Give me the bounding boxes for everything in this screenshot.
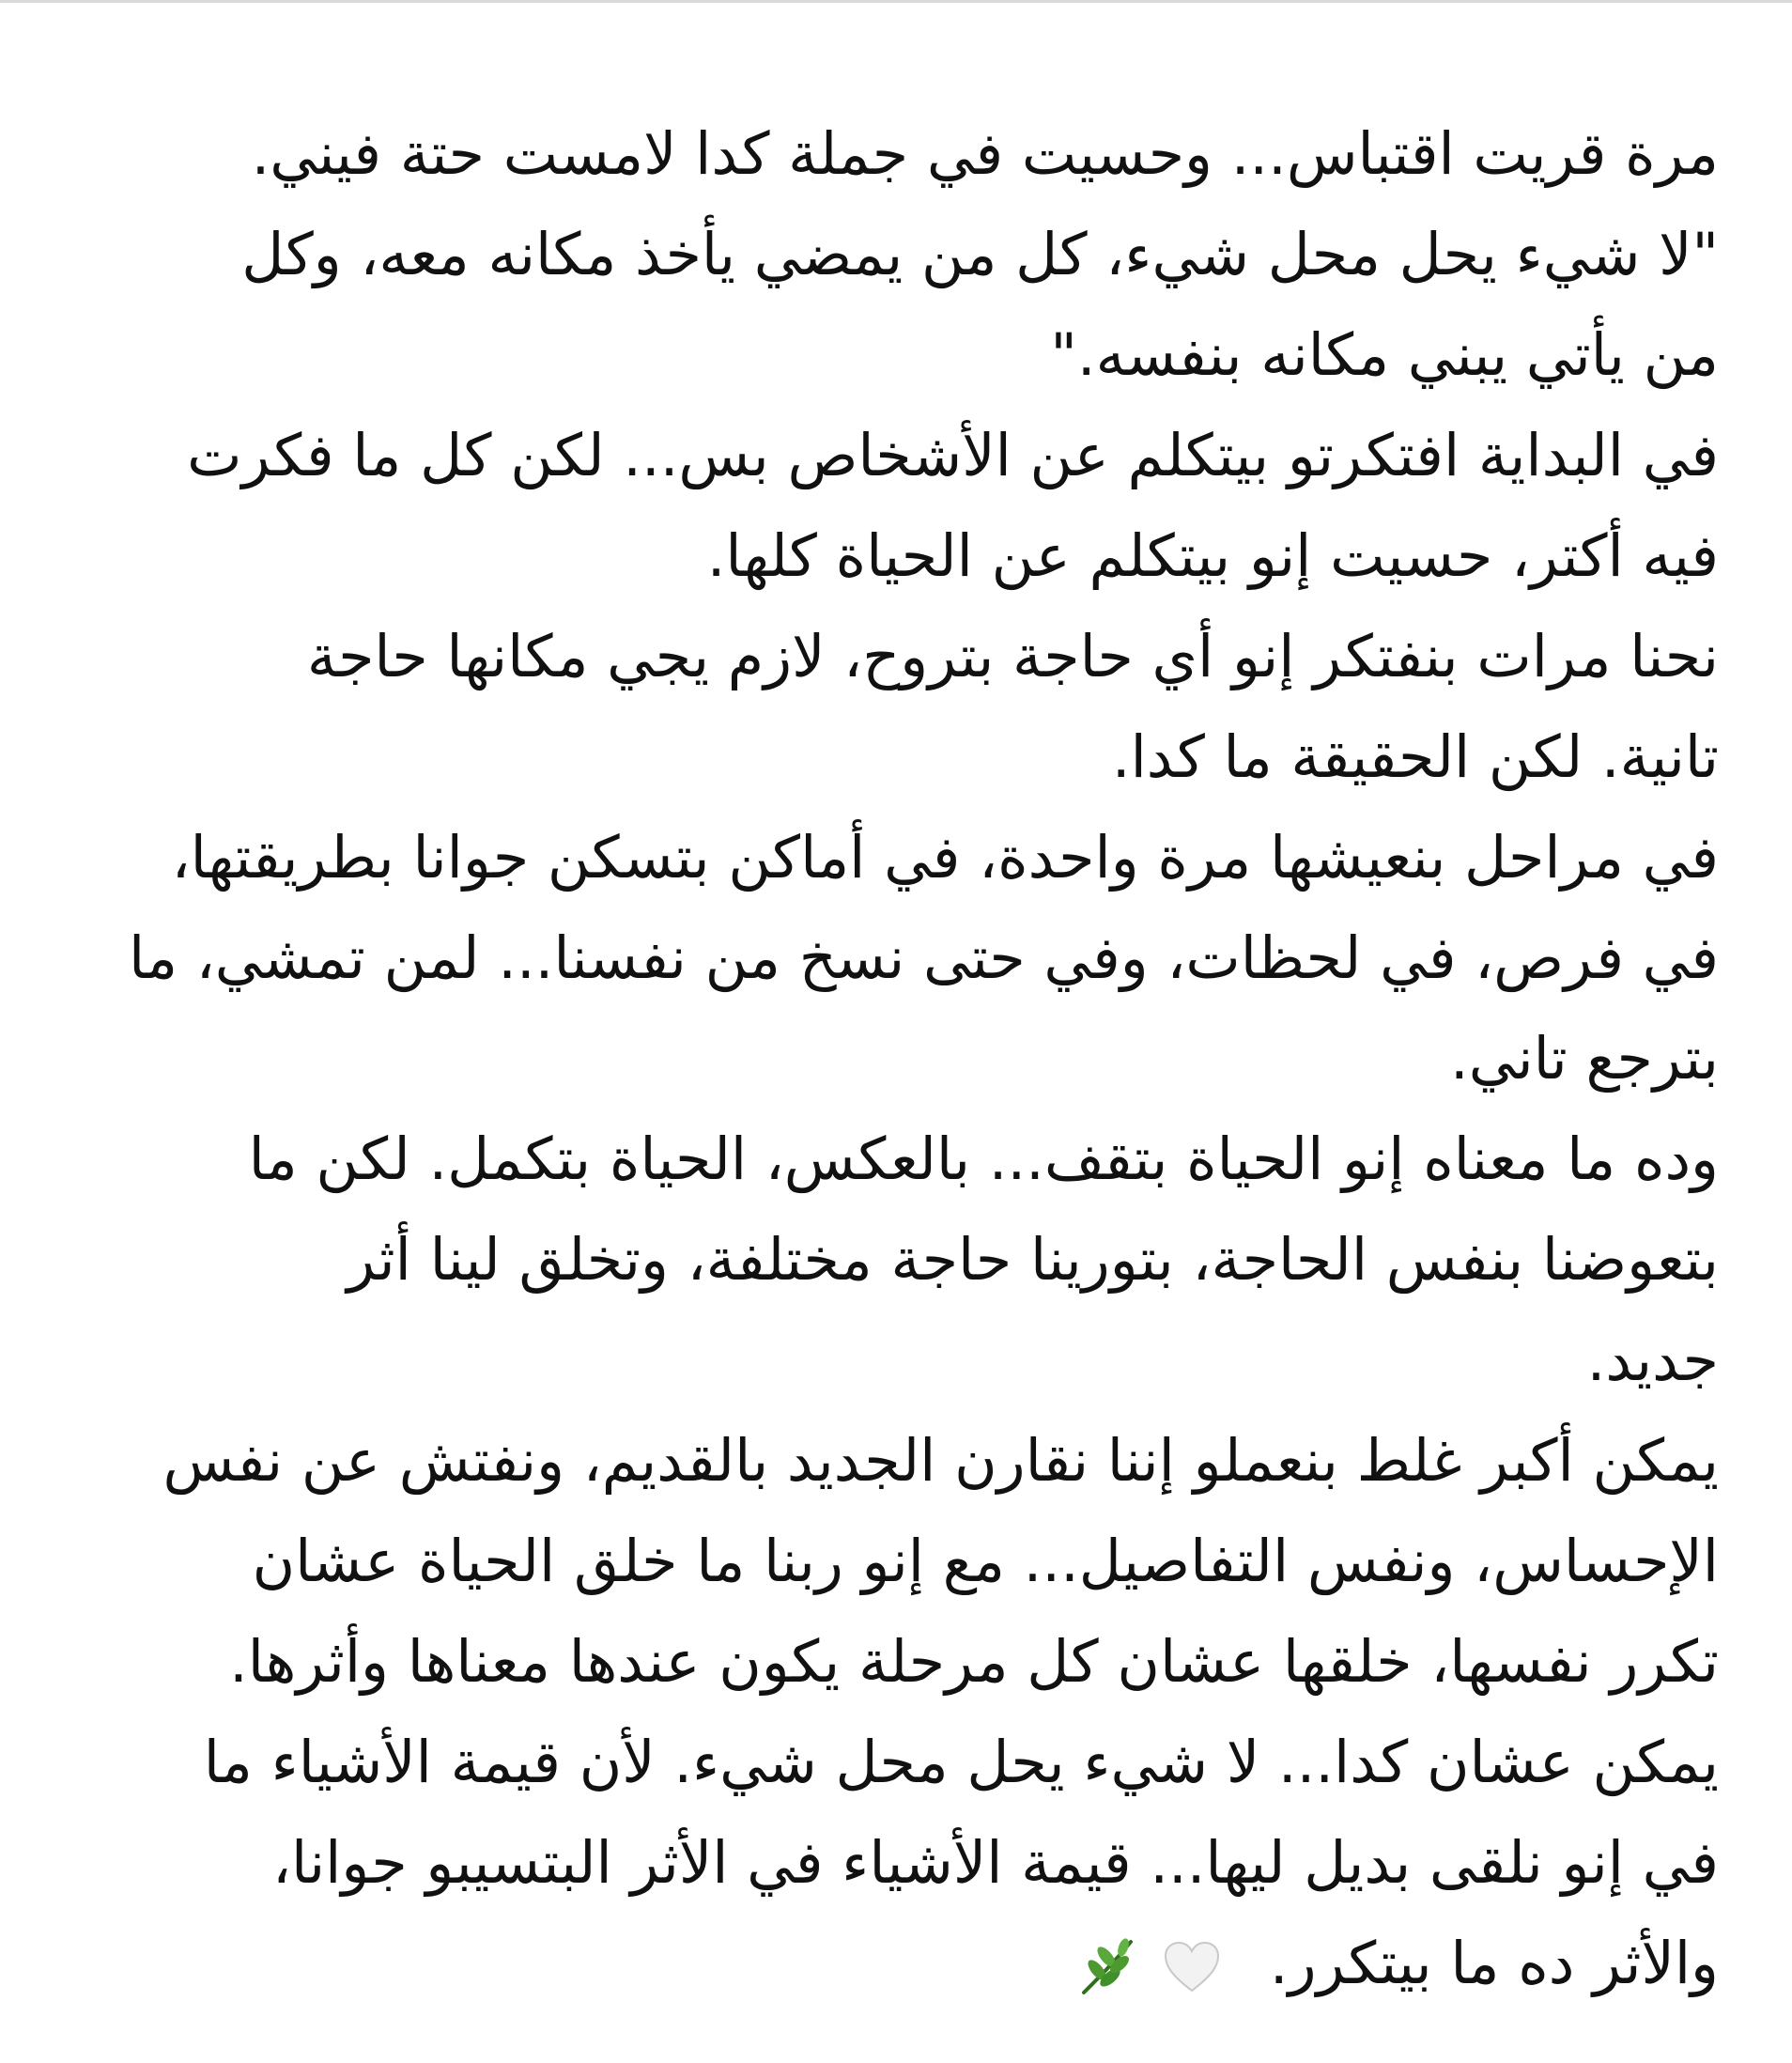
post-last-line	[66, 1913, 1719, 2013]
post-line: والأثر ده ما بيتكرر.	[1269, 1929, 1719, 1997]
white-heart-icon	[1163, 1940, 1221, 1994]
post-line: مرة قريت اقتباس... وحسيت في جملة كدا لامست حتة فيني.	[251, 119, 1719, 188]
post-line: في إنو نلقى بديل ليها... قيمة الأشياء في الأثر البتسيبو جوانا،	[271, 1828, 1719, 1897]
trailing-emojis	[1076, 1936, 1234, 1998]
post-line: بتعوضنا بنفس الحاجة، بتورينا حاجة مختلفة، وتخلق لينا أثر	[347, 1225, 1719, 1294]
post-line: وده ما معناه إنو الحياة بتقف... بالعكس، الحياة بتكمل. لكن ما	[248, 1125, 1719, 1193]
post-line: تانية. لكن الحقيقة ما كدا.	[1111, 722, 1719, 791]
post-line: في البداية افتكرتو بيتكلم عن الأشخاص بس... لكن كل ما فكرت	[187, 421, 1719, 489]
post-line: في فرص، في لحظات، وفي حتى نسخ من نفسنا... لمن تمشي، ما	[128, 923, 1719, 992]
post-line: يمكن أكبر غلط بنعملو إننا نقارن الجديد بالقديم، ونفتش عن نفس	[162, 1426, 1719, 1495]
post-body	[66, 103, 1719, 2013]
post-line: بترجع تاني.	[1450, 1024, 1719, 1093]
post-line: تكرر نفسها، خلقها عشان كل مرحلة يكون عندها معناها وأثرها.	[229, 1627, 1719, 1696]
post-line: جديد.	[1586, 1326, 1719, 1394]
post-line: الإحساس، ونفس التفاصيل... مع إنو ربنا ما خلق الحياة عشان	[252, 1527, 1719, 1595]
post-line: يمكن عشان كدا... لا شيء يحل محل شيء. لأن قيمة الأشياء ما	[203, 1728, 1719, 1796]
post-line: في مراحل بنعيشها مرة واحدة، في أماكن بتسكن جوانا بطريقتها،	[171, 823, 1719, 892]
post-line: نحنا مرات بنفتكر إنو أي حاجة بتروح، لازم يجي مكانها حاجة	[306, 622, 1719, 690]
herb-icon	[1076, 1936, 1138, 1998]
post-line: من يأتي يبني مكانه بنفسه."	[1050, 320, 1719, 389]
post-line: فيه أكتر، حسيت إنو بيتكلم عن الحياة كلها.	[706, 521, 1719, 590]
post-line: "لا شيء يحل محل شيء، كل من يمضي يأخذ مكانه معه، وكل	[241, 220, 1719, 288]
top-divider	[0, 0, 1792, 3]
